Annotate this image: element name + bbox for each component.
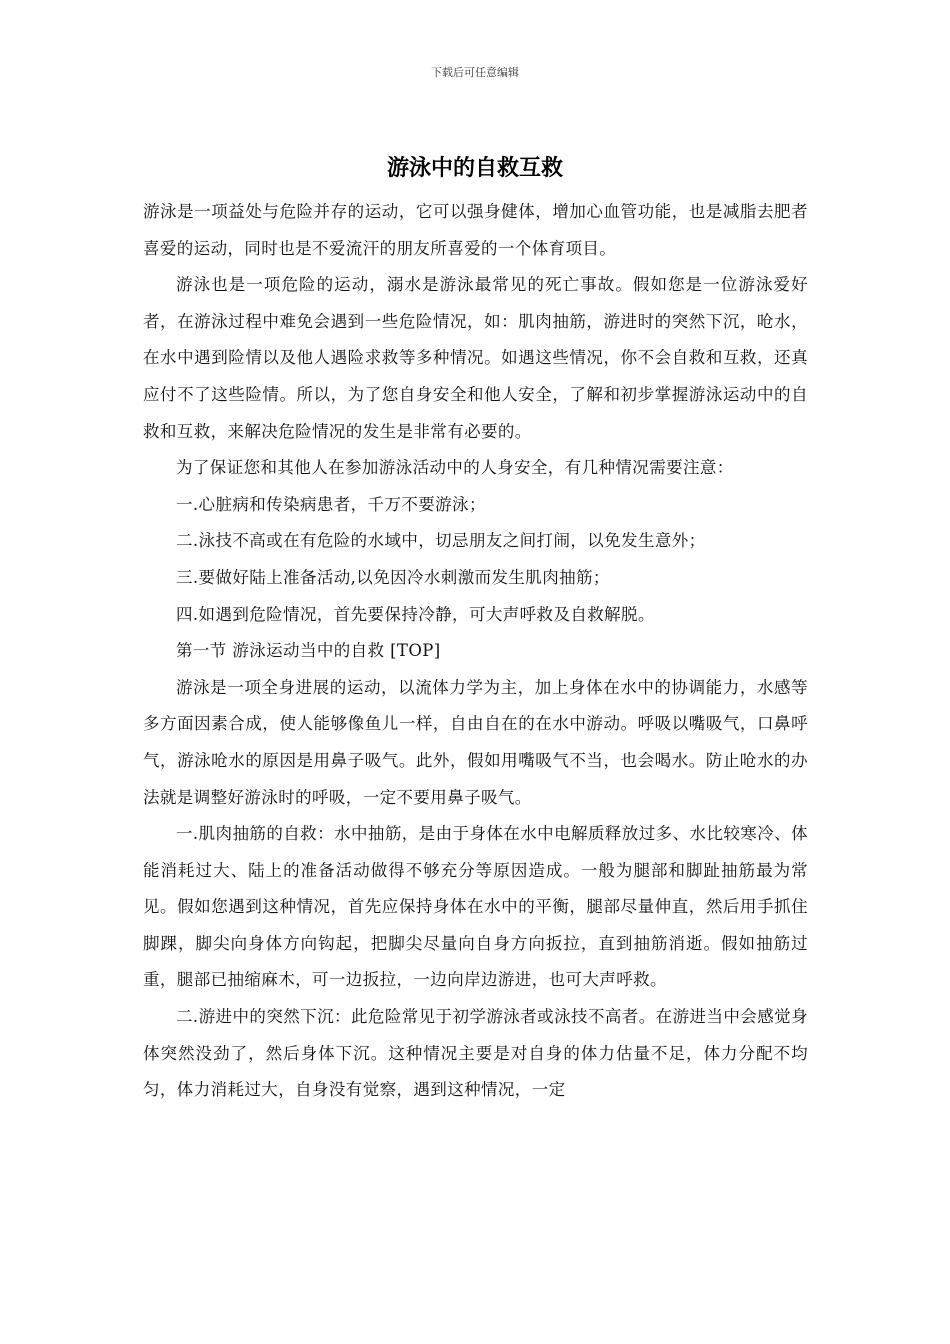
document-title: 游泳中的自救互救 [386,155,563,181]
list-item-1: 一.心脏病和传染病患者，千万不要游泳； [176,494,486,514]
paragraph-intro: 游泳是一项益处与危险并存的运动，它可以强身健体，增加心血管功能，也是减脂去肥者喜爱的运动，同时也是不爱流汗的朋友所喜爱的一个体育项目。 [143,202,808,258]
section-heading: 第一节 游泳运动当中的自救 [TOP] [176,641,441,661]
header-note: 下载后可任意编辑 [431,66,519,79]
paragraph-cramp: 一.肌肉抽筋的自救：水中抽筋，是由于身体在水中电解质释放过多、水比较寒冷、体能消耗过大、陆上的准备活动做得不够充分等原因造成。一般为腿部和脚趾抽筋最为常见。假如您遇到这种情况，首先应保持身体在水中的平衡，腿部尽量伸直，然后用手抓住脚踝，脚尖向身体方向钩起，把脚尖尽量向自身方向扳拉，直到抽筋消逝。假如抽筋过重，腿部已抽缩麻木，可一边扳拉，一边向岸边游进，也可大声呼救。 [143,824,808,990]
list-item-3: 三.要做好陆上准备活动,以免因冷水刺激而发生肌肉抽筋； [176,567,610,587]
list-item-2: 二.泳技不高或在有危险的水域中，切忌朋友之间打闹，以免发生意外； [176,531,706,551]
paragraph-precautions-intro: 为了保证您和其他人在参加游泳活动中的人身安全，有几种情况需要注意： [176,458,734,478]
paragraph-danger: 游泳也是一项危险的运动，溺水是游泳最常见的死亡事故。假如您是一位游泳爱好者，在游泳过程中难免会遇到一些危险情况，如：肌肉抽筋，游进时的突然下沉，呛水，在水中遇到险情以及他人遇险求救等多种情况。如遇这些情况，你不会自救和互救，还真应付不了这些险情。所以，为了您自身安全和他人安全，了解和初步掌握游泳运动中的自救和互救，来解决危险情况的发生是非常有必要的。 [143,275,808,441]
paragraph-breathing: 游泳是一项全身进展的运动，以流体力学为主，加上身体在水中的协调能力，水感等多方面因素合成，使人能够像鱼儿一样，自由自在的在水中游动。呼吸以嘴吸气，口鼻呼气，游泳呛水的原因是用鼻子吸气。此外，假如用嘴吸气不当，也会喝水。防止呛水的办法就是调整好游泳时的呼吸，一定不要用鼻子吸气。 [143,677,808,807]
document-body [143,194,808,1109]
list-item-4: 四.如遇到危险情况，首先要保持冷静，可大声呼救及自救解脱。 [176,604,655,624]
paragraph-sinking: 二.游进中的突然下沉：此危险常见于初学游泳者或泳技不高者。在游进当中会感觉身体突然没劲了，然后身体下沉。这种情况主要是对自身的体力估量不足，体力分配不均匀，体力消耗过大，自身没有觉察，遇到这种情况，一定 [143,1007,808,1100]
